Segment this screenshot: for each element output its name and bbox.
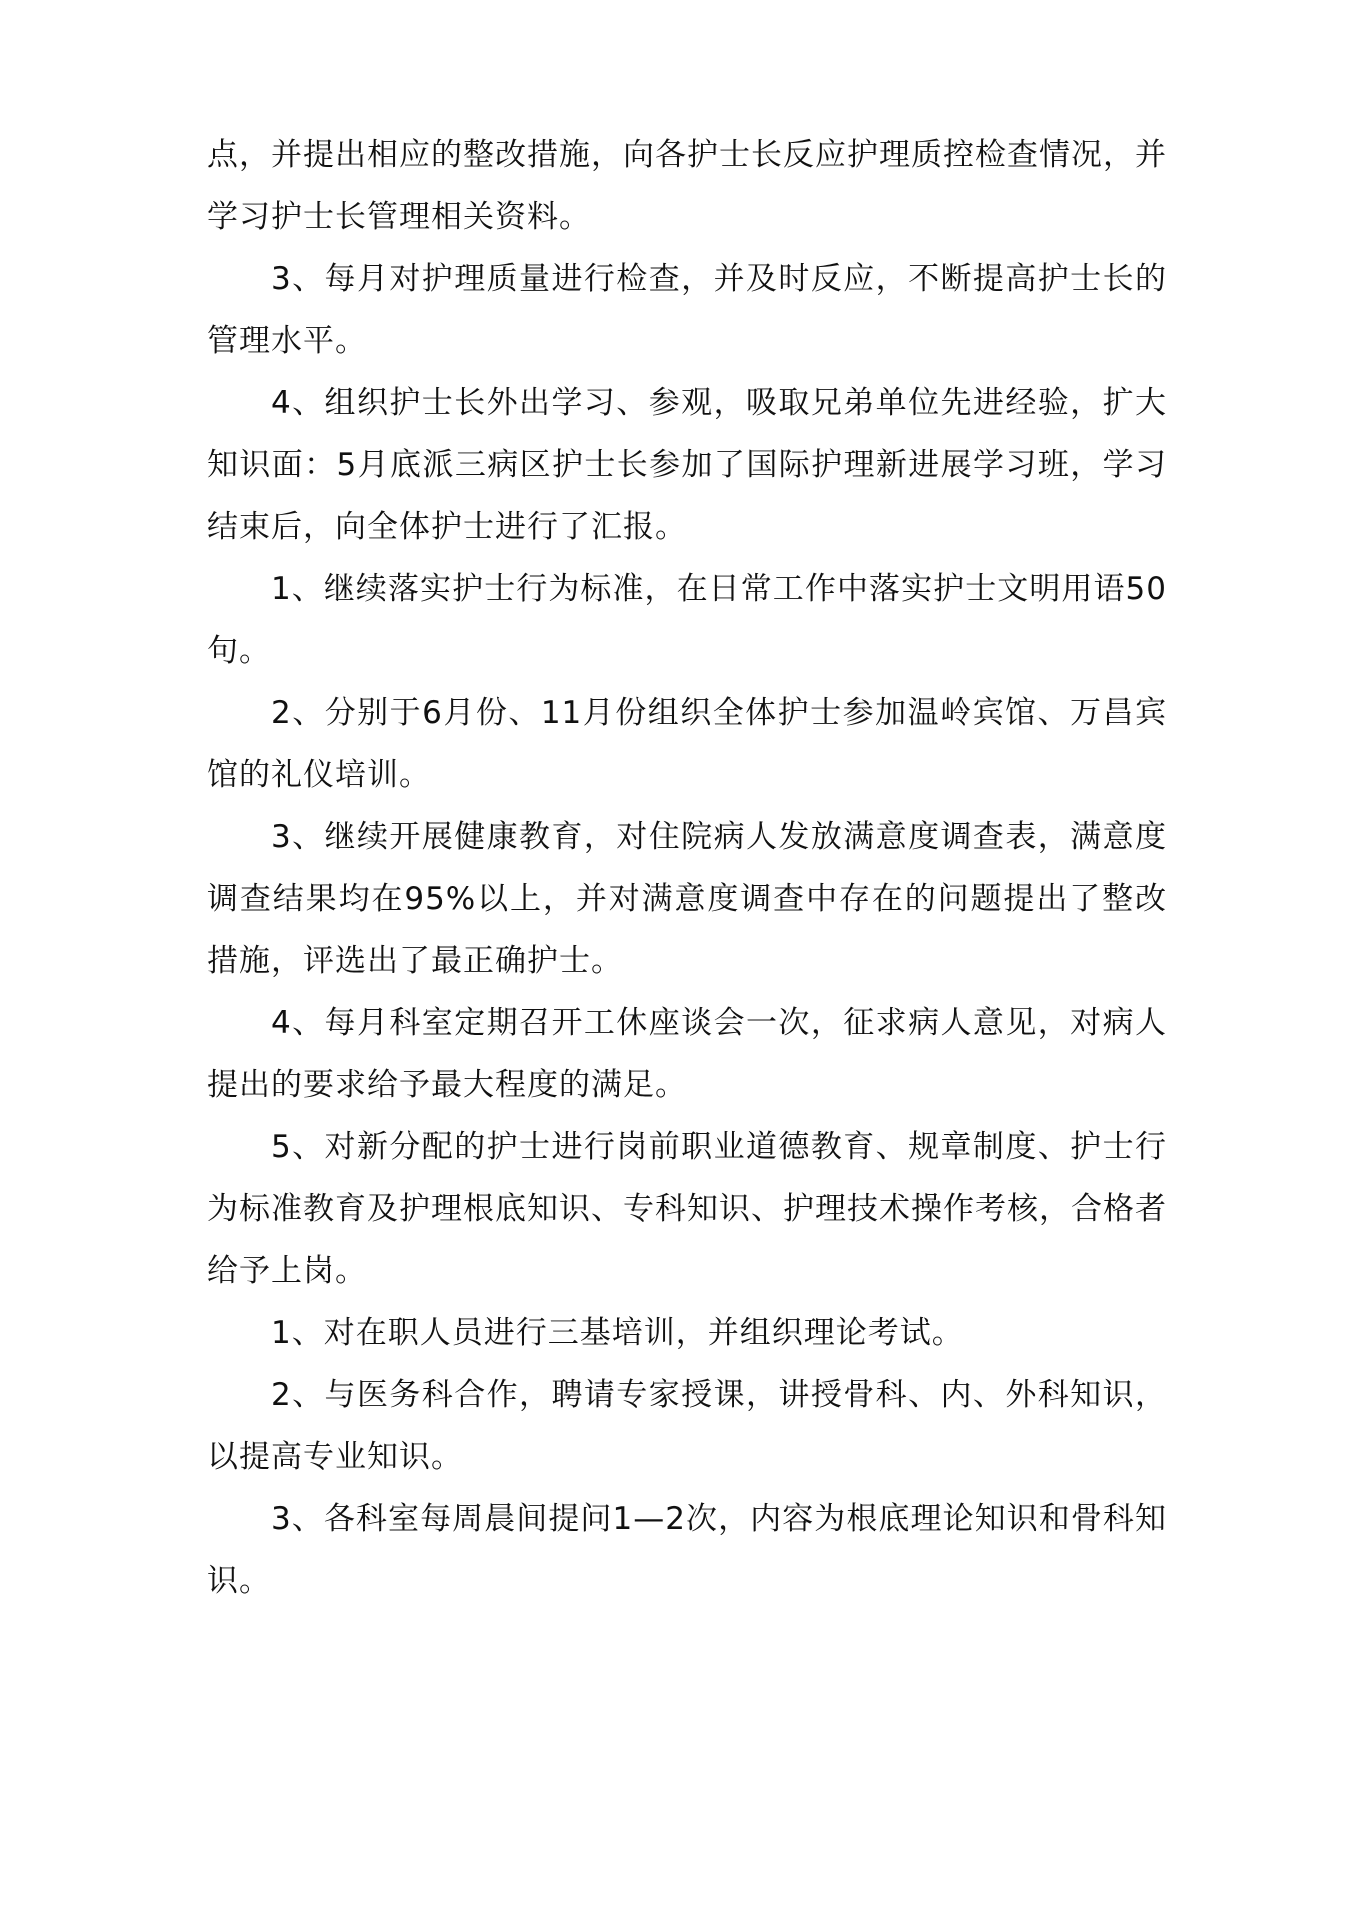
paragraph-item-3-health-education: 3、继续开展健康教育，对住院病人发放满意度调查表，满意度调查结果均在95%以上，并对满意度调查中存在的问题提出了整改措施，评选出了最正确护士。 bbox=[207, 819, 1167, 979]
paragraph-item-2-etiquette-training: 2、分别于6月份、11月份组织全体护士参加温岭宾馆、万昌宾馆的礼仪培训。 bbox=[207, 695, 1167, 793]
paragraph-item-3-head-nurse-quality: 3、每月对护理质量进行检查，并及时反应，不断提高护士长的管理水平。 bbox=[207, 261, 1167, 359]
paragraph-item-4-patient-meeting: 4、每月科室定期召开工休座谈会一次，征求病人意见，对病人提出的要求给予最大程度的满足。 bbox=[207, 1005, 1167, 1103]
paragraph-continuation: 点，并提出相应的整改措施，向各护士长反应护理质控检查情况，并学习护士长管理相关资料。 bbox=[207, 137, 1167, 235]
paragraph-item-4-study-visit: 4、组织护士长外出学习、参观，吸取兄弟单位先进经验，扩大知识面：5月底派三病区护士长参加了国际护理新进展学习班，学习结束后，向全体护士进行了汇报。 bbox=[207, 385, 1167, 545]
paragraph-item-2-expert-lectures: 2、与医务科合作，聘请专家授课，讲授骨科、内、外科知识，以提高专业知识。 bbox=[207, 1377, 1167, 1475]
paragraph-item-3-morning-questions: 3、各科室每周晨间提问1—2次，内容为根底理论知识和骨科知识。 bbox=[207, 1501, 1167, 1599]
paragraph-item-1-three-basics: 1、对在职人员进行三基培训，并组织理论考试。 bbox=[271, 1315, 964, 1351]
paragraph-item-5-new-nurse-training: 5、对新分配的护士进行岗前职业道德教育、规章制度、护士行为标准教育及护理根底知识、专科知识、护理技术操作考核，合格者给予上岗。 bbox=[207, 1129, 1167, 1289]
paragraph-item-1-nurse-standards: 1、继续落实护士行为标准，在日常工作中落实护士文明用语50句。 bbox=[207, 571, 1167, 669]
document-body bbox=[207, 124, 1167, 1612]
